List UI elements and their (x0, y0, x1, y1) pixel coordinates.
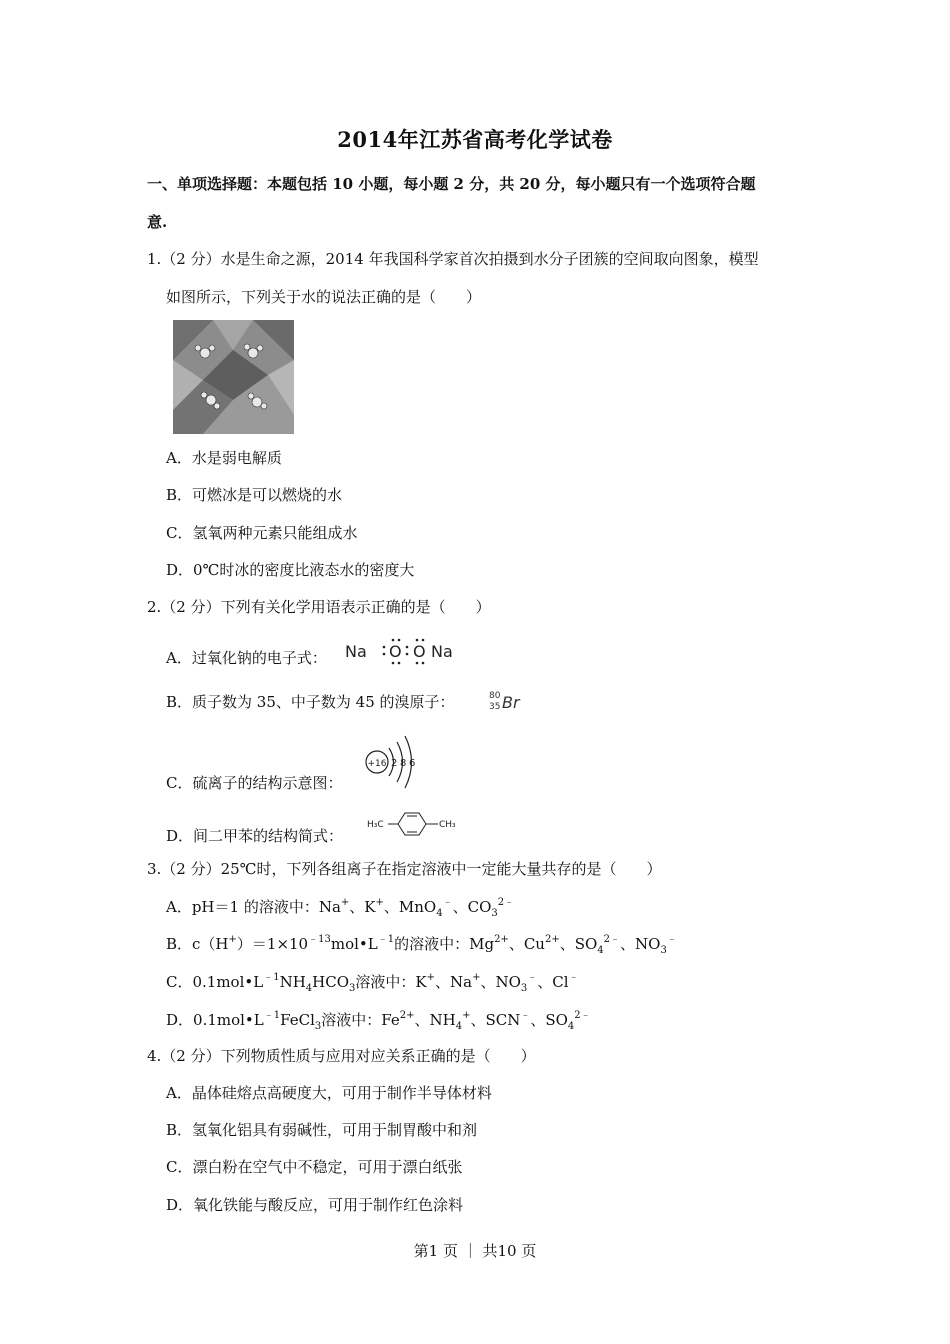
q1-option-d: D．0℃时冰的密度比液态水的密度大 (166, 561, 415, 579)
oxygen-label-2: O (413, 642, 426, 661)
na-right-label: Na (431, 642, 453, 661)
nucleus-charge: +16 (367, 759, 387, 769)
water-cluster-image (173, 320, 294, 434)
q3-option-d: D．$0.1mol•L^{﹣1}FeCl_3$溶液中：$Fe^{2+}$、$NH_4^+$、SCN﹣、$SO_4^{2﹣}$ (166, 1010, 591, 1032)
q3-option-c: C．$0.1mol•L^{﹣1}NH_4HCO_3$溶液中：K+、Na+、$NO_3^﹣$、Cl﹣ (166, 972, 579, 994)
q2-option-a: A．过氧化钠的电子式： (166, 649, 327, 667)
q1-option-c: C．氢氧两种元素只能组成水 (166, 524, 358, 542)
page-footer: 第1 页 ｜ 共10 页 (413, 1242, 537, 1260)
q2-stem: 2.（2 分）下列有关化学用语表示正确的是（ ） (147, 598, 491, 616)
shell-3-count: 6 (409, 758, 416, 769)
page-title: 2014年江苏省高考化学试卷 (337, 127, 613, 152)
q4-option-c: C．漂白粉在空气中不稳定，可用于漂白纸张 (166, 1158, 463, 1176)
xylene-structure-diagram (366, 810, 462, 838)
q1-stem-cont: 如图所示，下列关于水的说法正确的是（ ） (166, 288, 482, 306)
q3-option-b: B．$c(H^+)=1\times 10^{﹣13}mol•L^{﹣1}$的溶液中：$Mg^{2+}$、$Cu^{2+}$、$SO_4^{2﹣}$、$NO_3^﹣$ (166, 934, 677, 956)
q4-stem: 4.（2 分）下列物质性质与应用对应关系正确的是（ ） (147, 1047, 536, 1065)
q4-option-b: B．氢氧化铝具有弱碱性，可用于制胃酸中和剂 (166, 1121, 478, 1139)
q1-option-b: B．可燃冰是可以燃烧的水 (166, 486, 343, 504)
methyl-left-label: H₃C (367, 820, 384, 830)
section-heading-cont: 意. (147, 213, 168, 231)
section-heading: 一、单项选择题：本题包括 10 小题，每小题 2 分，共 20 分，每小题只有一个选项符合题 (147, 175, 756, 193)
sodium-peroxide-electron-formula (343, 636, 458, 668)
methyl-right-label: CH₃ (439, 820, 456, 830)
q3-stem: 3.（2 分）25℃时，下列各组离子在指定溶液中一定能大量共存的是（ ） (147, 860, 662, 878)
oxygen-label-1: O (389, 642, 402, 661)
shell-2-count: 8 (400, 758, 407, 769)
atomic-number: 35 (489, 702, 501, 712)
q3-option-a: A．pH＝1 的溶液中：Na+、K+、MnO$_4$﹣、$CO_3^{2﹣}$ (166, 897, 515, 919)
q2-option-c: C．硫离子的结构示意图： (166, 774, 343, 792)
q4-option-d: D．氧化铁能与酸反应，可用于制作红色涂料 (166, 1196, 464, 1214)
q1-stem: 1.（2 分）水是生命之源，2014 年我国科学家首次拍摄到水分子团簇的空间取向图象，模型 (147, 250, 759, 268)
mass-number: 80 (489, 691, 501, 701)
element-symbol: Br (502, 693, 520, 712)
na-left-label: Na (345, 642, 367, 661)
q2-option-b: B．质子数为 35、中子数为 45 的溴原子： (166, 693, 455, 711)
bromine-nuclide-symbol (488, 688, 528, 714)
shell-1-count: 2 (391, 758, 398, 769)
q2-option-d: D．间二甲苯的结构简式： (166, 827, 344, 845)
q4-option-a: A．晶体硅熔点高硬度大，可用于制作半导体材料 (166, 1084, 492, 1102)
q1-option-a: A．水是弱电解质 (166, 449, 282, 467)
sulfide-ion-structure-diagram (358, 732, 422, 790)
